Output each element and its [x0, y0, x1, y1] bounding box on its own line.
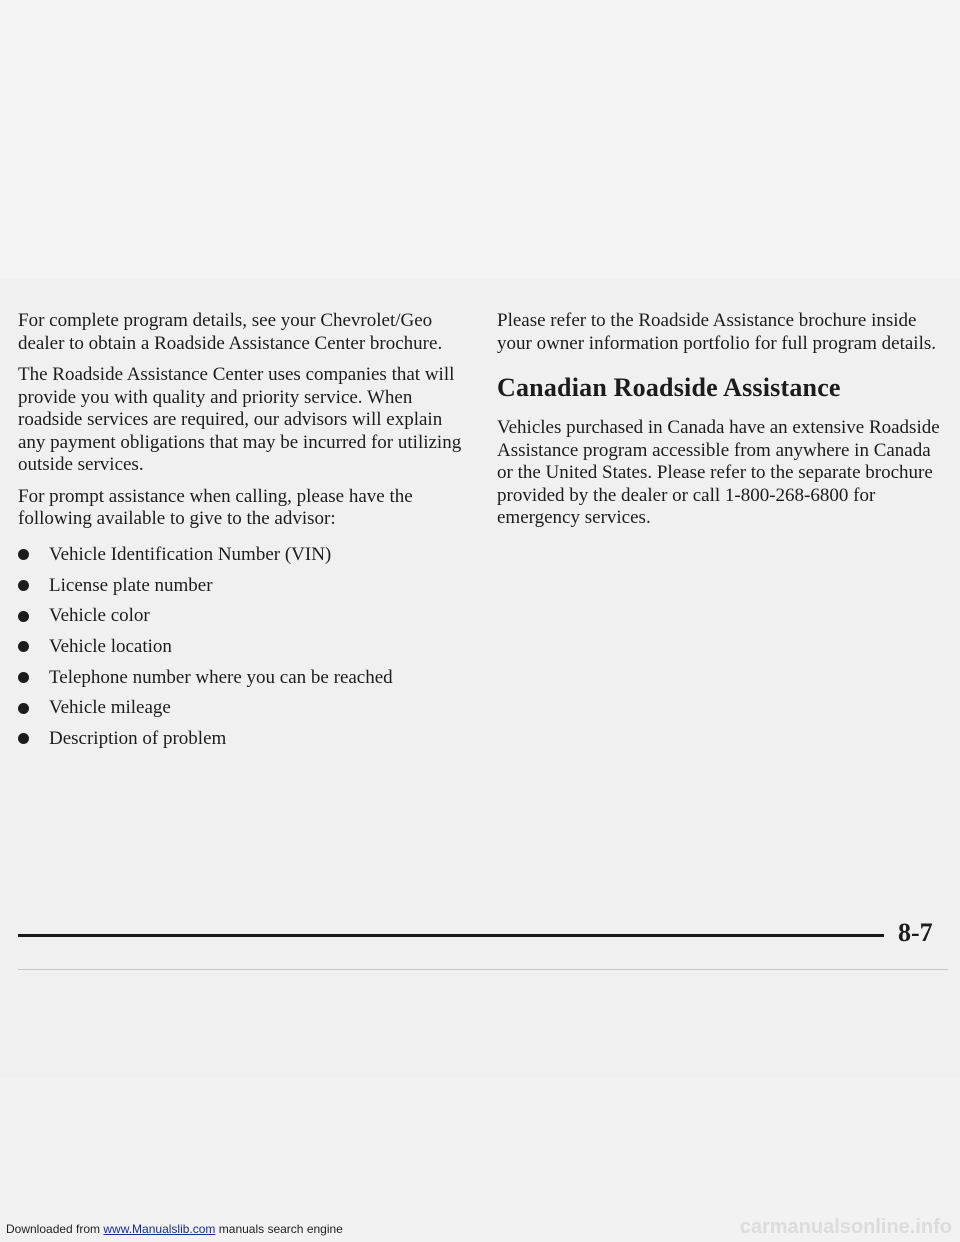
bullet-icon — [18, 641, 29, 652]
list-item-text: Vehicle mileage — [49, 697, 171, 719]
page-number: 8-7 — [898, 918, 933, 947]
download-footer — [6, 1222, 343, 1236]
list-item — [18, 662, 468, 693]
bullet-icon — [18, 549, 29, 560]
list-item — [18, 570, 468, 601]
list-item-text: Description of problem — [49, 727, 227, 749]
right-column — [497, 310, 947, 539]
top-blank-area — [0, 0, 960, 278]
bullet-icon — [18, 703, 29, 714]
list-item-text: License plate number — [49, 574, 213, 596]
program-details-paragraph: For complete program details, see your Chevrolet/Geo dealer to obtain a Roadside Assistance Center brochure. — [18, 310, 443, 354]
canada-assistance-paragraph: Vehicles purchased in Canada have an extensive Roadside Assistance program accessible from anywhere in Canada or the United States. Please refer to the separate brochure provided by the dealer or call 1-800-268-6800 for emergency services. — [497, 417, 940, 528]
assistance-center-paragraph: The Roadside Assistance Center uses companies that will provide you with quality and priority service. When roadside services are required, our advisors will explain any payment obligations that may be incurred for utilizing outside services. — [18, 364, 462, 475]
watermark: carmanualsonline.info — [739, 1216, 952, 1238]
left-column — [18, 310, 468, 754]
list-item — [18, 540, 468, 571]
bullet-icon — [18, 672, 29, 683]
list-item-text: Vehicle color — [49, 605, 150, 627]
bullet-icon — [18, 733, 29, 744]
footer-prefix: Downloaded from — [6, 1222, 104, 1236]
footer-suffix: manuals search engine — [215, 1222, 343, 1236]
scan-line-divider — [18, 969, 948, 970]
bullet-icon — [18, 580, 29, 591]
manualslib-link[interactable]: www.Manualslib.com — [103, 1222, 216, 1236]
list-item-text: Telephone number where you can be reached — [49, 666, 393, 688]
bullet-icon — [18, 611, 29, 622]
advisor-info-list — [18, 540, 468, 755]
list-item — [18, 693, 468, 724]
brochure-paragraph: Please refer to the Roadside Assistance brochure inside your owner information portfolio for full program details. — [497, 310, 937, 354]
prompt-assistance-paragraph: For prompt assistance when calling, please have the following available to give to the advisor: — [18, 485, 413, 529]
list-item — [18, 632, 468, 663]
list-item-text: Vehicle Identification Number (VIN) — [49, 543, 332, 565]
section-heading: Canadian Roadside Assistance — [497, 373, 841, 402]
list-item — [18, 601, 468, 632]
footer-rule — [18, 934, 884, 937]
list-item — [18, 724, 468, 755]
list-item-text: Vehicle location — [49, 635, 172, 657]
